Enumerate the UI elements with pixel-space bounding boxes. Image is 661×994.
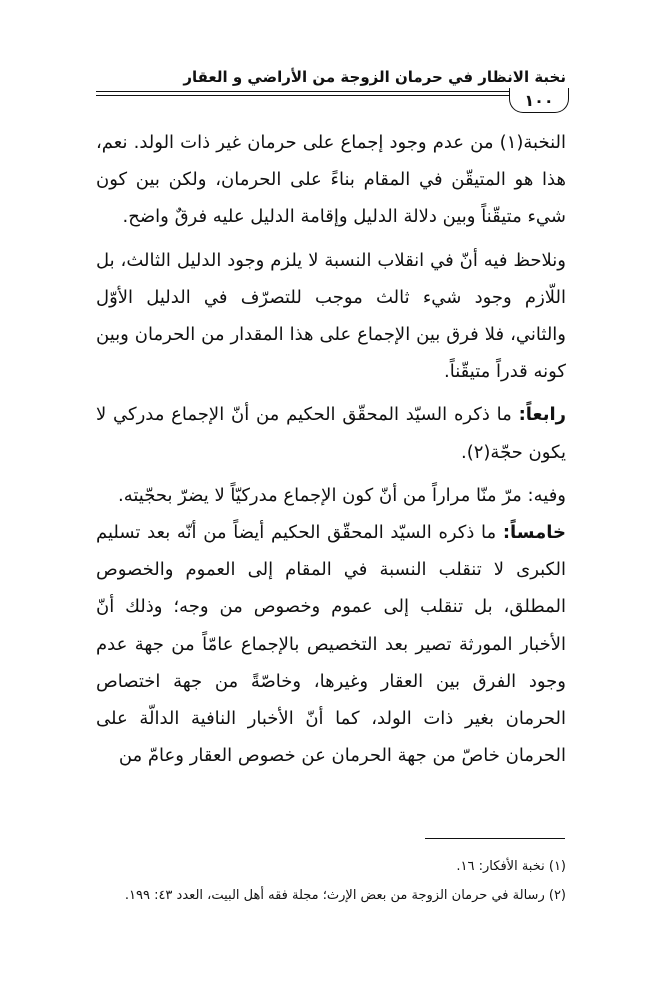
paragraph-text: ونلاحظ فيه أنّ في انقلاب النسبة لا يلزم وجود الدليل الثالث، بل اللّازم وجود شيء ثالث موجب للتصرّف في الدليل الأوّل والثاني، فلا فرق بين الإجماع على هذا المقدار من الحرمان وبين كونه قدراً متيقّناً. <box>96 249 566 383</box>
paragraph-text: ما ذكره السيّد المحقّق الحكيم من أنّ الإجماع مدركي لا يكون حجّة(٢). <box>96 404 566 463</box>
paragraph-lead: رابعاً: <box>518 404 566 426</box>
paragraph-2 <box>96 242 566 391</box>
paragraph-lead: خامساً: <box>502 522 566 544</box>
main-text <box>96 124 566 774</box>
footnote-separator <box>425 838 565 839</box>
paragraph-text: النخبة(١) من عدم وجود إجماع على حرمان غير ذات الولد. نعم، هذا هو المتيقّن في المقام بناءً على الحرمان، ولكن بين كون شيء متيقّناً وبين دلالة الدليل وإقامة الدليل عليه فرقٌ واضح. <box>96 132 566 228</box>
footnote-2: (٢) رسالة في حرمان الزوجة من بعض الإرث؛ مجلة فقه أهل البيت، العدد ٤٣: ١٩٩. <box>124 888 566 903</box>
header-rule-bottom <box>96 95 566 96</box>
paragraph-text: ما ذكره السيّد المحقّق الحكيم أيضاً من أنّه بعد تسليم الكبرى لا تنقلب النسبة في المقام إلى العموم والخصوص المطلق، بل تنقلب إلى عموم وخصوص من وجه؛ وذلك أنّ الأخبار المورثة تصير بعد التخصيص بالإجماع عامّاً من جهة عدم وجود الفرق بين العقار وغيرها، وخاصّةً من جهة اختصاص الحرمان بغير ذات الولد، كما أنّ الأخبار النافية الدالّة على الحرمان خاصّ من جهة الحرمان عن خصوص العقار وعامّ من <box>96 522 566 767</box>
paragraph-1 <box>96 124 566 236</box>
page-number: ١٠٠ <box>509 88 569 113</box>
paragraph-3 <box>96 396 566 470</box>
paragraph-4 <box>96 477 566 514</box>
footnote-1: (١) نخبة الأفكار: ١٦. <box>456 859 566 874</box>
paragraph-text: وفيه: مرّ منّا مراراً من أنّ كون الإجماع مدركيّاً لا يضرّ بحجّيته. <box>117 484 566 506</box>
running-header-title: نخبة الانظار في حرمان الزوجة من الأراضي و العقار <box>183 68 566 86</box>
paragraph-5 <box>96 514 566 774</box>
footnotes <box>96 852 566 910</box>
header-rule-top <box>96 91 566 92</box>
